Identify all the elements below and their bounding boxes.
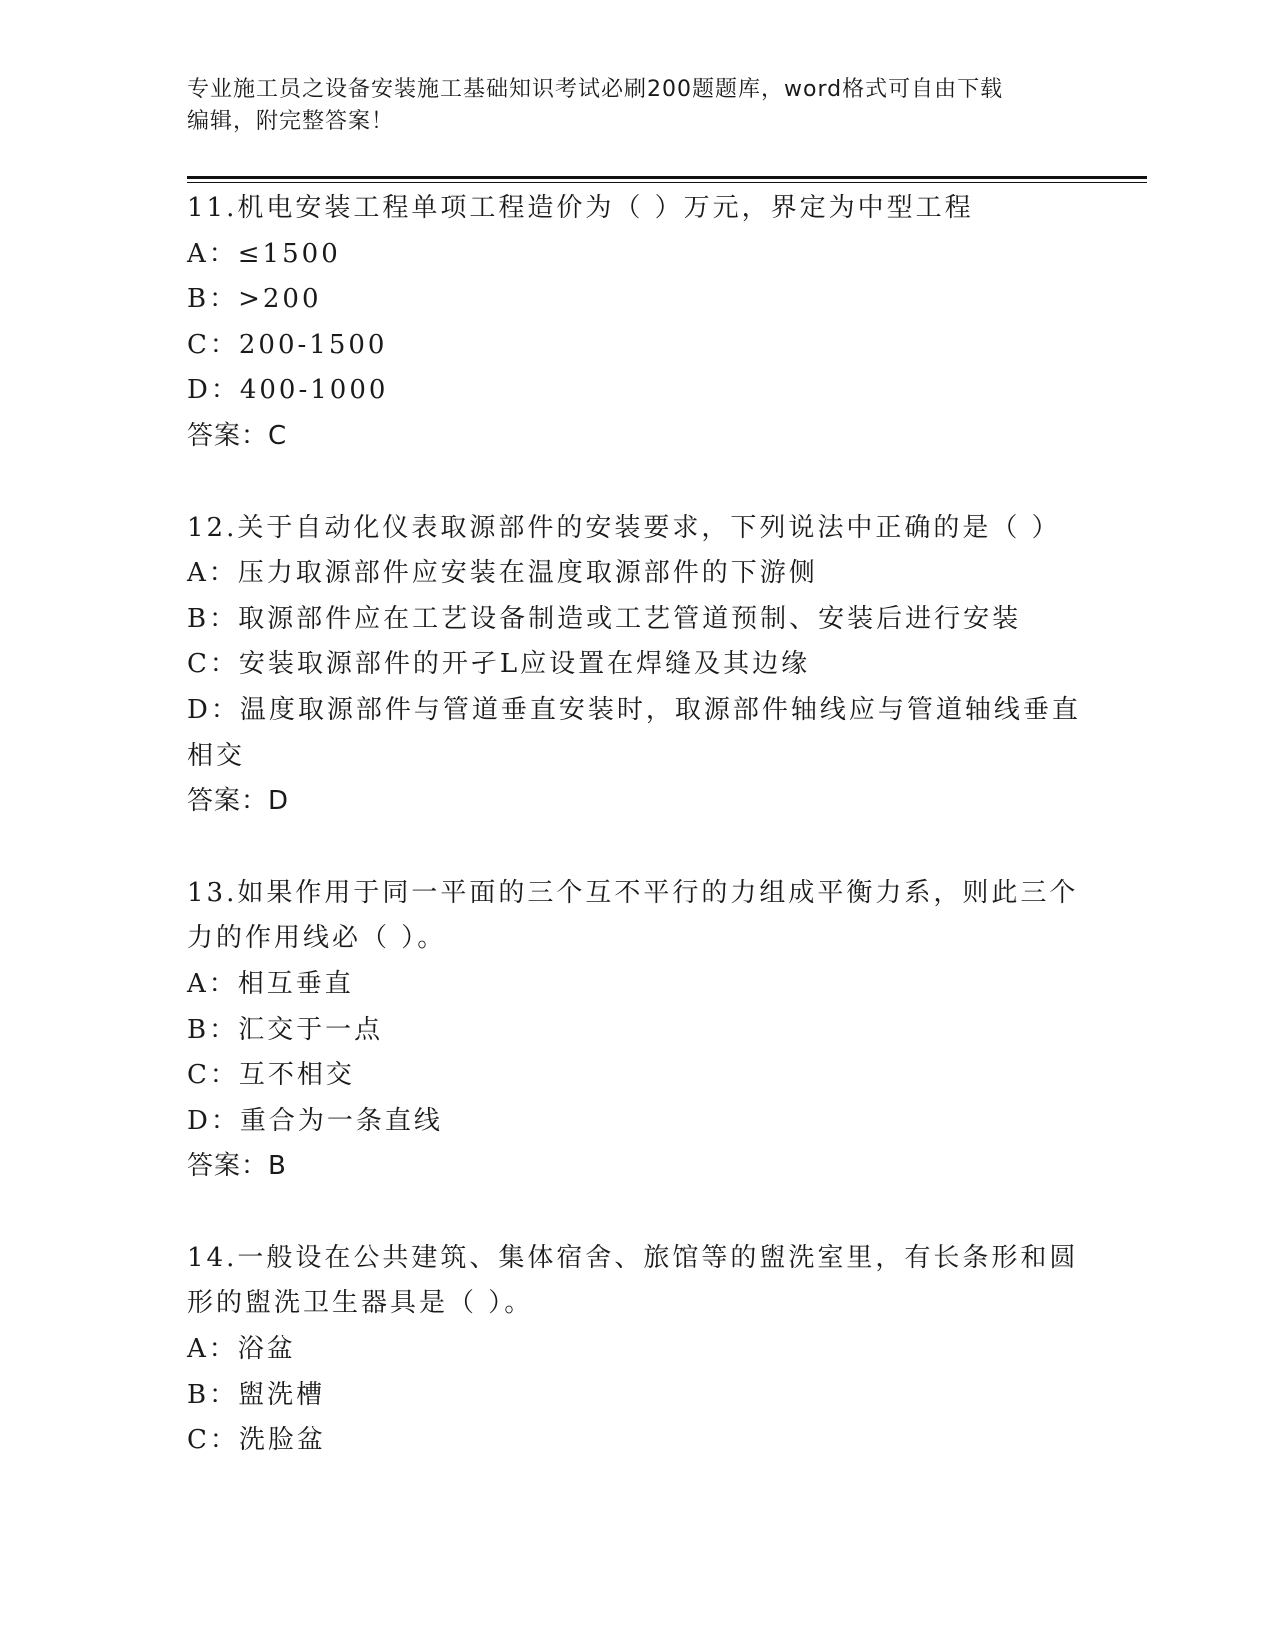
option-a: A：相互垂直	[187, 968, 354, 999]
question-12	[187, 506, 1087, 825]
question-13	[187, 871, 1087, 1190]
header-line-1: 专业施工员之设备安装施工基础知识考试必刷200题题库，word格式可自由下载	[187, 77, 1004, 102]
question-stem-continuation: 力的作用线必（ ）。	[187, 923, 447, 954]
option-d: D：重合为一条直线	[187, 1105, 443, 1136]
option-b: B：取源部件应在工艺设备制造或工艺管道预制、安装后进行安装	[187, 603, 1022, 634]
question-stem: 14.一般设在公共建筑、集体宿舍、旅馆等的盥洗室里，有长条形和圆	[187, 1242, 1079, 1273]
header-divider-thick	[187, 176, 1147, 179]
question-11	[187, 186, 1087, 460]
header-line-2: 编辑，附完整答案！	[187, 109, 395, 134]
option-c: C：互不相交	[187, 1060, 355, 1091]
option-a: A：压力取源部件应安装在温度取源部件的下游侧	[187, 558, 818, 589]
document-header	[187, 74, 1087, 138]
answer-label: 答案：D	[187, 786, 290, 817]
option-c: C：洗脸盆	[187, 1425, 326, 1456]
question-stem: 12.关于自动化仪表取源部件的安装要求，下列说法中正确的是（ ）	[187, 512, 1061, 543]
question-stem-continuation: 形的盥洗卫生器具是（ ）。	[187, 1288, 534, 1319]
header-divider-thin	[187, 182, 1147, 183]
question-14	[187, 1236, 1087, 1464]
option-d-continuation: 相交	[187, 740, 246, 771]
question-stem: 11.机电安装工程单项工程造价为（ ）万元，界定为中型工程	[187, 193, 974, 223]
option-b: B：>200	[187, 284, 322, 315]
option-c: C：安装取源部件的开孑L应设置在焊缝及其边缘	[187, 649, 811, 680]
answer-label: 答案：B	[187, 1151, 287, 1182]
option-c: C：200-1500	[187, 329, 388, 360]
option-b: B：汇交于一点	[187, 1014, 384, 1045]
option-a: A：≤1500	[187, 238, 341, 269]
option-d: D：温度取源部件与管道垂直安装时，取源部件轴线应与管道轴线垂直	[187, 694, 1081, 725]
question-list	[187, 186, 1087, 1464]
option-a: A：浴盆	[187, 1334, 296, 1365]
answer-label: 答案：C	[187, 420, 288, 451]
option-d: D：400-1000	[187, 375, 389, 406]
option-b: B：盥洗槽	[187, 1379, 326, 1410]
question-stem: 13.如果作用于同一平面的三个互不平行的力组成平衡力系，则此三个	[187, 877, 1079, 908]
